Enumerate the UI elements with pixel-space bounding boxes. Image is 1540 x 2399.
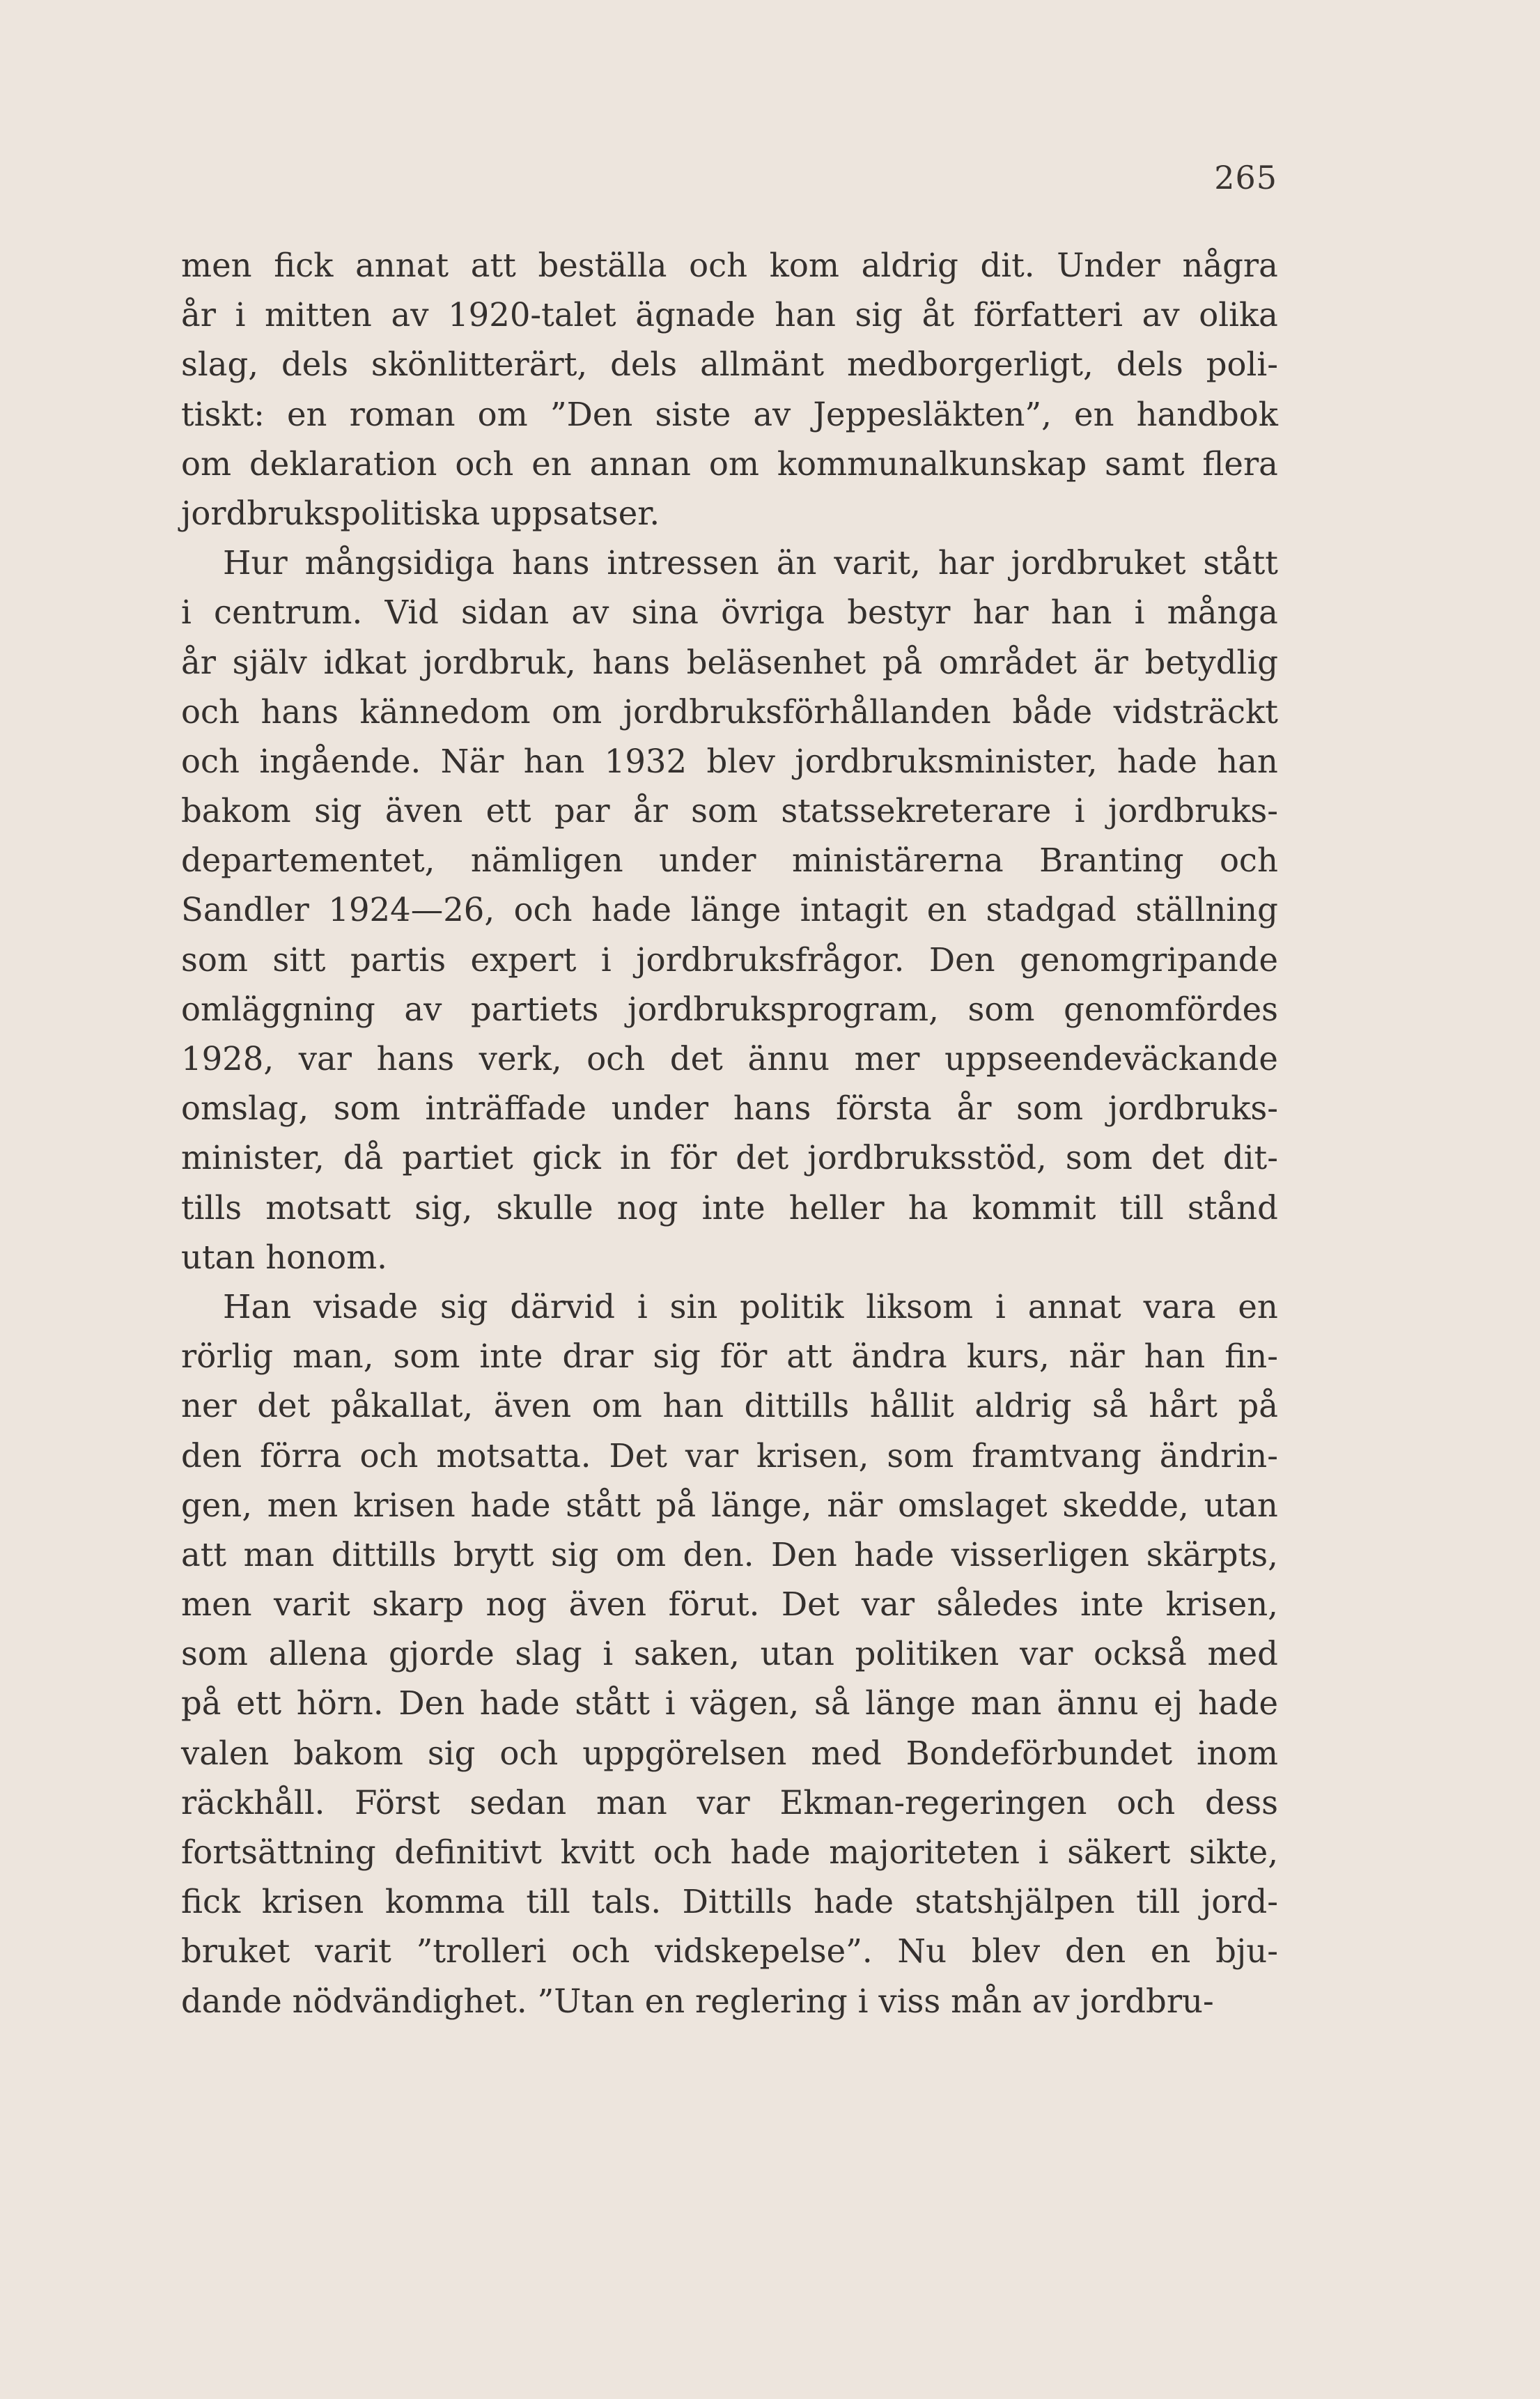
text-line: slag, dels skönlitterärt, dels allmänt medborgerligt, dels poli- — [181, 346, 1278, 384]
text-line: tills motsatt sig, skulle nog inte heller ha kommit till stånd — [181, 1188, 1278, 1227]
paragraph — [181, 1282, 1278, 2026]
text-line: Sandler 1924—26, och hade länge intagit en stadgad ställning — [181, 891, 1278, 929]
text-line: gen, men krisen hade stått på länge, när omslaget skedde, utan — [181, 1486, 1278, 1524]
text-line: 1928, var hans verk, och det ännu mer uppseendeväckande — [181, 1040, 1278, 1078]
text-line: fortsättning definitivt kvitt och hade majoriteten i säkert sikte, — [181, 1833, 1278, 1871]
text-line: utan honom. — [181, 1238, 387, 1276]
text-line: bruket varit ”trolleri och vidskepelse”. Nu blev den en bju- — [181, 1932, 1278, 1971]
text-line: Hur mångsidiga hans intressen än varit, har jordbruket stått — [223, 544, 1278, 582]
text-line: departementet, nämligen under ministärerna Branting och — [181, 841, 1278, 880]
page-number: 265 — [1214, 159, 1277, 196]
text-line: tiskt: en roman om ”Den siste av Jeppesläkten”, en handbok — [181, 395, 1278, 433]
text-line: och ingående. När han 1932 blev jordbruksminister, hade han — [181, 742, 1278, 780]
text-line: på ett hörn. Den hade stått i vägen, så länge man ännu ej hade — [181, 1684, 1278, 1723]
text-line: omläggning av partiets jordbruksprogram, som genomfördes — [181, 990, 1278, 1028]
text-line: ner det påkallat, även om han dittills hållit aldrig så hårt på — [181, 1387, 1278, 1425]
text-line: valen bakom sig och uppgörelsen med Bondeförbundet inom — [181, 1734, 1278, 1772]
text-line: Han visade sig därvid i sin politik liksom i annat vara en — [223, 1287, 1278, 1326]
text-line: i centrum. Vid sidan av sina övriga bestyr har han i många — [181, 593, 1278, 632]
paragraph — [181, 241, 1278, 538]
text-line: dande nödvändighet. ”Utan en reglering i viss mån av jordbru- — [181, 1982, 1214, 2020]
text-line: jordbrukspolitiska uppsatser. — [181, 494, 660, 532]
text-line: minister, då partiet gick in för det jordbruksstöd, som det dit- — [181, 1139, 1278, 1177]
text-line: omslag, som inträffade under hans första år som jordbruks- — [181, 1089, 1278, 1128]
text-line: som sitt partis expert i jordbruksfrågor. Den genomgripande — [181, 940, 1278, 979]
text-line: som allena gjorde slag i saken, utan politiken var också med — [181, 1635, 1278, 1673]
text-line: fick krisen komma till tals. Dittills hade statshjälpen till jord- — [181, 1883, 1278, 1921]
text-line: räckhåll. Först sedan man var Ekman-regeringen och dess — [181, 1783, 1278, 1822]
text-line: den förra och motsatta. Det var krisen, som framtvang ändrin- — [181, 1436, 1278, 1475]
text-line: men varit skarp nog även förut. Det var således inte krisen, — [181, 1585, 1278, 1624]
body-text — [181, 241, 1278, 2026]
text-line: och hans kännedom om jordbruksförhållanden både vidsträckt — [181, 692, 1278, 731]
text-line: rörlig man, som inte drar sig för att ändra kurs, när han fin- — [181, 1337, 1278, 1376]
text-line: om deklaration och en annan om kommunalkunskap samt flera — [181, 444, 1278, 483]
text-line: år själv idkat jordbruk, hans beläsenhet på området är betydlig — [181, 643, 1278, 681]
text-line: bakom sig även ett par år som statssekreterare i jordbruks- — [181, 792, 1278, 830]
paragraph — [181, 538, 1278, 1282]
text-line: men fick annat att beställa och kom aldrig dit. Under några — [181, 247, 1278, 284]
text-line: år i mitten av 1920-talet ägnade han sig åt författeri av olika — [181, 296, 1278, 334]
text-line: att man dittills brytt sig om den. Den hade visserligen skärpts, — [181, 1535, 1278, 1574]
